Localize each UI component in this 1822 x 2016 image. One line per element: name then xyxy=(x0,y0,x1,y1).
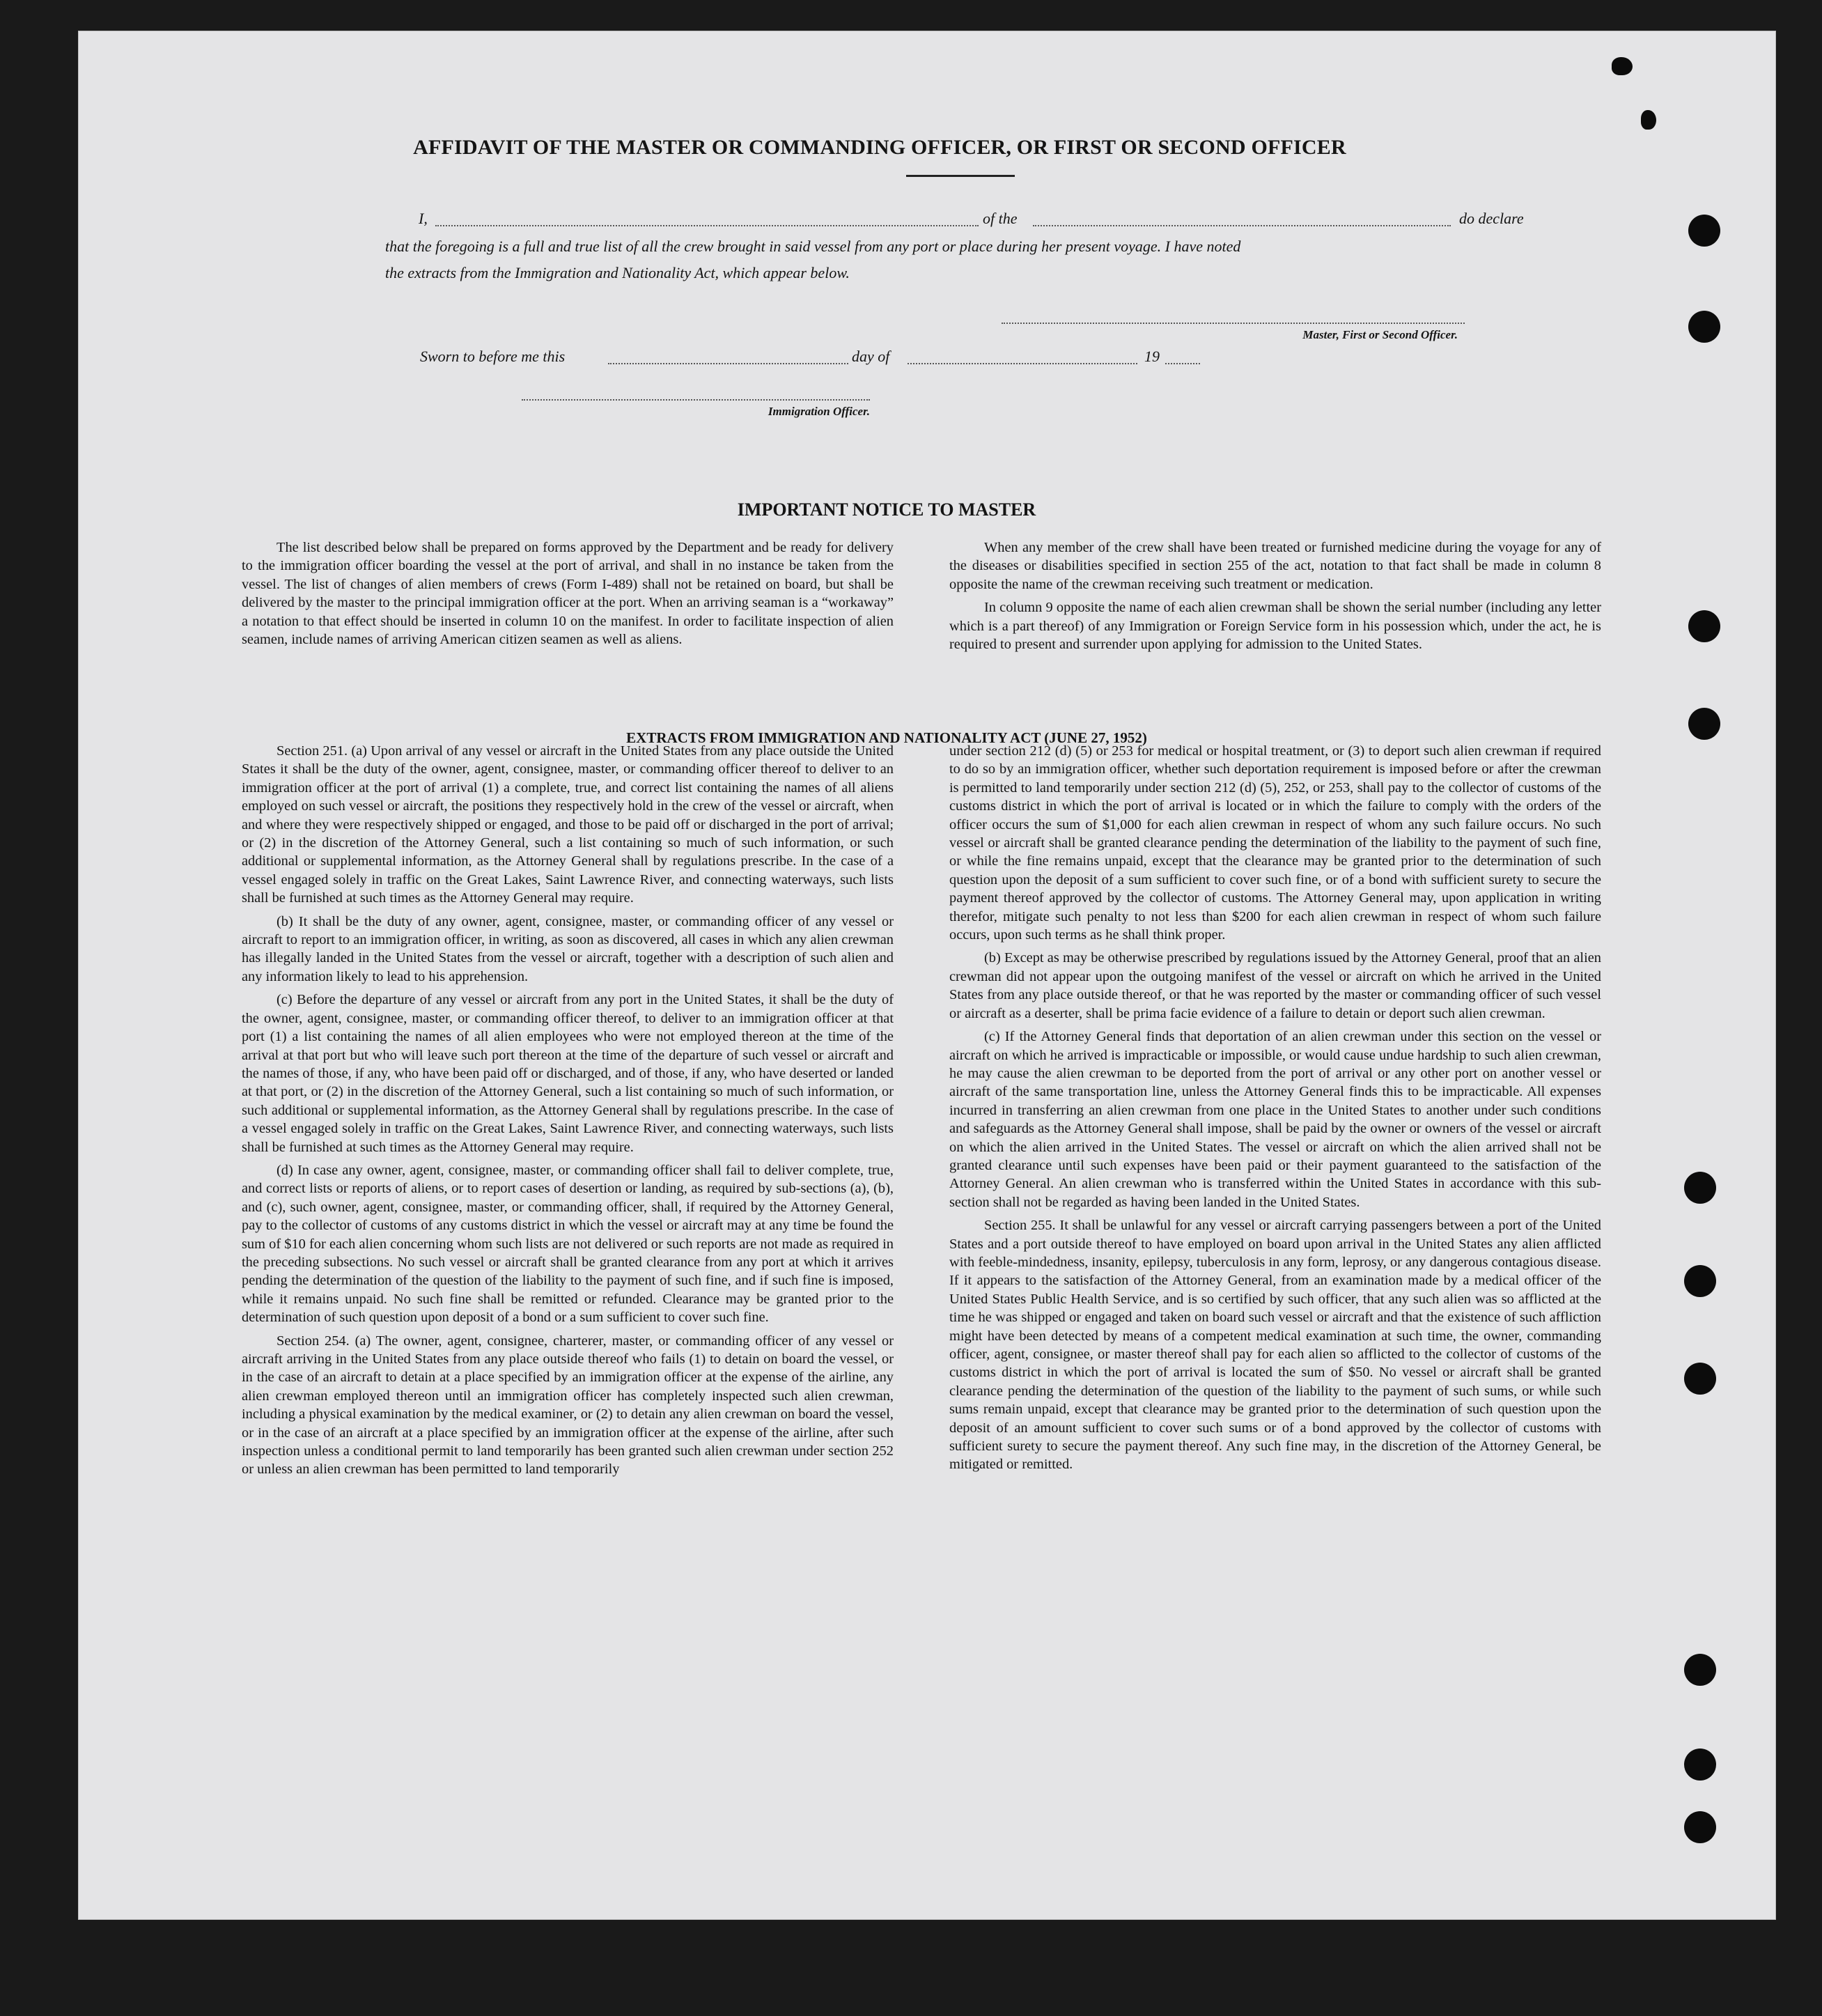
punch-hole xyxy=(1684,1265,1716,1297)
document-page xyxy=(78,31,1776,1920)
title-rule xyxy=(906,175,1015,177)
affidavit-line3: the extracts from the Immigration and Nationality Act, which appear below. xyxy=(385,264,850,281)
section-254-a: Section 254. (a) The owner, agent, consignee, charterer, master, or commanding officer of any vessel or aircraft arriving in the United States from any place outside thereof who fails (1) to detain on board the vessel, or in the case of an aircraft to detain at a place specified by an immigration officer at the expense of the airline, any alien crewman employed thereon until an immigration officer has completely inspected such alien crewman, including a physical examination by the medical examiner, or (2) to detain any alien crewman on board the vessel, or in the case of an aircraft at a place specified by an immigration officer at the expense of the airline, after such inspection unless a conditional permit to land temporarily has been granted such alien crewman under section 252 or unless an alien crewman has been permitted to land temporarily xyxy=(242,1333,894,1478)
extracts-title: EXTRACTS FROM IMMIGRATION AND NATIONALITY ACT (JUNE 27, 1952) xyxy=(626,729,1147,746)
punch-hole xyxy=(1684,1172,1716,1204)
master-signature-line xyxy=(1002,323,1465,324)
officer-signature-line xyxy=(522,399,870,401)
punch-hole xyxy=(1688,708,1720,740)
section-251-a: Section 251. (a) Upon arrival of any vessel or aircraft in the United States from any place outside the United States it shall be the duty of the owner, agent, consignee, master, or commanding officer thereof to deliver to an immigration officer at the port of arrival (1) a complete, true, and correct list containing the names of all aliens employed on such vessel or aircraft, the positions they respectively hold in the crew of the vessel or aircraft, when and where they were respectively shipped or engaged, and those to be paid off or discharged in the port of arrival; or (2) in the discretion of the Attorney General, such a list containing so much of such information, or such additional or supplemental information, as the Attorney General shall by regulations prescribe. In the case of a vessel engaged solely in traffic on the Great Lakes, Saint Lawrence River, and connecting waterways, such lists shall be furnished at such times as the Attorney General may require. xyxy=(242,743,894,906)
master-caption: Master, First or Second Officer. xyxy=(1302,328,1458,341)
section-254-c: (c) If the Attorney General finds that deportation of an alien crewman under this section on the vessel or aircraft on which he arrived is impracticable or impossible, or would cause undue hardship to such alien crewman, he may cause the alien crewman to be deported from the port of arrival or any other port on another vessel or aircraft of the same transportation line, unless the Attorney General finds this to be impracticable. All expenses incurred in transferring an alien crewman from one place in the United States to another under such conditions and safeguards as the Attorney General shall impose, shall be paid by the owner or owners of the vessel or aircraft on which the alien arrived in the United States. The vessel or aircraft on which the alien arrived shall not be granted clearance until such expenses have been paid or their payment guaranteed to the satisfaction of the Attorney General. An alien crewman who is transferred within the United States in accordance with this sub-section shall not be regarded as having been landed in the United States. xyxy=(949,1029,1601,1210)
affidavit-line2: that the foregoing is a full and true list of all the crew brought in said vessel from any port or place during her present voyage. I have noted xyxy=(385,238,1241,255)
notice-title: IMPORTANT NOTICE TO MASTER xyxy=(737,499,1036,520)
notice-right-paragraph-1: When any member of the crew shall have been treated or furnished medicine during the voyage for any of the diseases or disabilities specified in section 255 of the act, notation to that fact shall be made in column 8 opposite the name of the crewman receiving such treatment or medication. xyxy=(949,540,1601,592)
notice-left-paragraph: The list described below shall be prepared on forms approved by the Department and be ready for delivery to the immigration officer boarding the vessel at the port of arrival, and shall in no instance be taken from the vessel. The list of changes of alien members of crews (Form I-489) shall not be retained on board, but shall be delivered by the master to the principal immigration officer at the port. When an arriving seaman is a “workaway” a notation to that effect should be inserted in column 10 on the manifest. In order to facilitate inspection of alien seamen, include names of arriving American citizen seamen as well as aliens. xyxy=(242,540,894,648)
officer-caption: Immigration Officer. xyxy=(768,405,870,418)
ink-smudge xyxy=(1612,57,1633,75)
section-254-b: (b) Except as may be otherwise prescribed by regulations issued by the Attorney General, proof that an alien crewman did not appear upon the outgoing manifest of the vessel or aircraft on which he arrived in the United States from any place outside thereof, or that he was reported by the master or commanding officer of such vessel or aircraft as a deserter, shall be prima facie evidence of a failure to detain or deport such alien crewman. xyxy=(949,950,1601,1021)
affidavit-do-declare-label: do declare xyxy=(1459,210,1524,227)
punch-hole xyxy=(1684,1749,1716,1781)
sworn-year-line xyxy=(1165,363,1200,364)
punch-hole xyxy=(1688,311,1720,343)
year-prefix: 19 xyxy=(1144,348,1160,365)
punch-hole xyxy=(1688,610,1720,642)
sworn-day-line xyxy=(608,363,848,364)
extracts-right-column xyxy=(949,742,1601,1479)
notice-right-column xyxy=(949,538,1601,658)
punch-hole xyxy=(1684,1811,1716,1843)
affidavit-i-label: I, xyxy=(419,210,428,227)
day-of-label: day of xyxy=(852,348,890,365)
punch-hole xyxy=(1684,1654,1716,1686)
punch-hole xyxy=(1684,1363,1716,1395)
notice-left-column xyxy=(242,538,894,653)
punch-hole xyxy=(1688,215,1720,247)
section-255: Section 255. It shall be unlawful for any vessel or aircraft carrying passengers between a port of the United States and a port outside thereof to have employed on board upon arrival in the United States any alien afflicted with feeble-mindedness, insanity, epilepsy, tuberculosis in any form, leprosy, or any dangerous contagious disease. If it appears to the satisfaction of the Attorney General, from an examination made by a medical officer of the United States Public Health Service, and is so certified by such officer, that any such alien was so afflicted at the time he was shipped or engaged and taken on board such vessel or aircraft and that the existence of such affliction might have been detected by means of a competent medical examination at such time, the owner, commanding officer, agent, consignee, or master thereof shall pay for each alien so afflicted to the collector of customs of the customs district in which the port of arrival is located the sum of $50. No vessel or aircraft shall be granted clearance pending the determination of the question of the liability to the payment of such sums, or while such sums remain unpaid, except that clearance may be granted prior to the determination of such question upon the deposit of an amount sufficient to cover such sums or of a bond approved by the collector of customs with sufficient surety to secure the payment thereof. Any such fine may, in the discretion of the Attorney General, be mitigated or remitted. xyxy=(949,1218,1601,1473)
sworn-month-line xyxy=(908,363,1137,364)
section-254-a-continued: under section 212 (d) (5) or 253 for medical or hospital treatment, or (3) to deport such alien crewman if required to do so by an immigration officer, whether such deportation requirement is imposed before or after the crewman is permitted to land temporarily under section 212 (d) (5), 252, or 253, shall pay to the collector of customs of the customs district in which the port of arrival is located or in which the failure to comply with the orders of the officer occurs the sum of $1,000 for each alien crewman in respect of whom any such failure occurs. No such vessel or aircraft shall be granted clearance pending the determination of the liability to the payment of such fine, or while the fine remains unpaid, except that the clearance may be granted prior to the determination of such question upon the deposit of a sum sufficient to cover such fine, or of a bond with sufficient surety to secure the payment thereof approved by the collector of customs. The Attorney General may, upon application in writing therefor, mitigate such penalty to not less than $200 for each alien crewman in respect of whom such failure occurs, upon such terms as he shall think proper. xyxy=(949,743,1601,943)
section-251-c: (c) Before the departure of any vessel or aircraft from any port in the United States, it shall be the duty of the owner, agent, consignee, master, or commanding officer thereof, to deliver to an immigration officer at that port (1) a list containing the names of all alien employees who were not employed thereon at the time of the arrival at that port but who will leave such port thereon at the time of the departure of such vessel or aircraft and the names of those, if any, who have been paid off or discharged, and of those, if any, who have deserted or landed at that port, or (2) in the discretion of the Attorney General, such a list containing so much of such information, or such additional or supplemental information, as the Attorney General shall by regulations prescribe. In the case of a vessel engaged solely in traffic on the Great Lakes, Saint Lawrence River, and connecting waterways, such lists shall be furnished at such times as the Attorney General may require. xyxy=(242,992,894,1155)
extracts-left-column xyxy=(242,742,894,1484)
affidavit-of-the-label: of the xyxy=(983,210,1018,227)
section-251-b: (b) It shall be the duty of any owner, agent, consignee, master, or commanding officer of any vessel or aircraft to report to an immigration officer, in writing, as soon as discovered, all cases in which any alien crewman has illegally landed in the United States from the vessel or aircraft, together with a description of such alien and any information likely to lead to his apprehension. xyxy=(242,913,894,984)
affidavit-title: AFFIDAVIT OF THE MASTER OR COMMANDING OFFICER, OR FIRST OR SECOND OFFICER xyxy=(413,136,1346,159)
name-blank-line xyxy=(435,225,979,226)
section-251-d: (d) In case any owner, agent, consignee, master, or commanding officer shall fail to deliver complete, true, and correct lists or reports of aliens, or to report cases of desertion or landing, as required by sub-sections (a), (b), and (c), such owner, agent, consignee, master, or commanding officer, shall, if required by the Attorney General, pay to the collector of customs of any customs district in which the vessel or aircraft may at any time be found the sum of $10 for each alien concerning whom such lists are not delivered or such reports are not made as required in the preceding subsections. No such vessel or aircraft shall be granted clearance from any port at which it arrives pending the determination of the question of the liability to the payment of such fine, and if such fine is imposed, while it remains unpaid. No such fine shall be remitted or refunded. Clearance may be granted prior to the determination of such question upon deposit of a bond or a sum sufficient to cover such fine. xyxy=(242,1162,894,1326)
ink-smudge xyxy=(1641,110,1656,130)
sworn-label: Sworn to before me this xyxy=(420,348,566,365)
notice-right-paragraph-2: In column 9 opposite the name of each alien crewman shall be shown the serial number (including any letter which is a part thereof) of any Immigration or Foreign Service form in his possession which, under the act, he is required to present and surrender upon applying for admission to the United States. xyxy=(949,600,1601,653)
vessel-blank-line xyxy=(1033,225,1451,226)
